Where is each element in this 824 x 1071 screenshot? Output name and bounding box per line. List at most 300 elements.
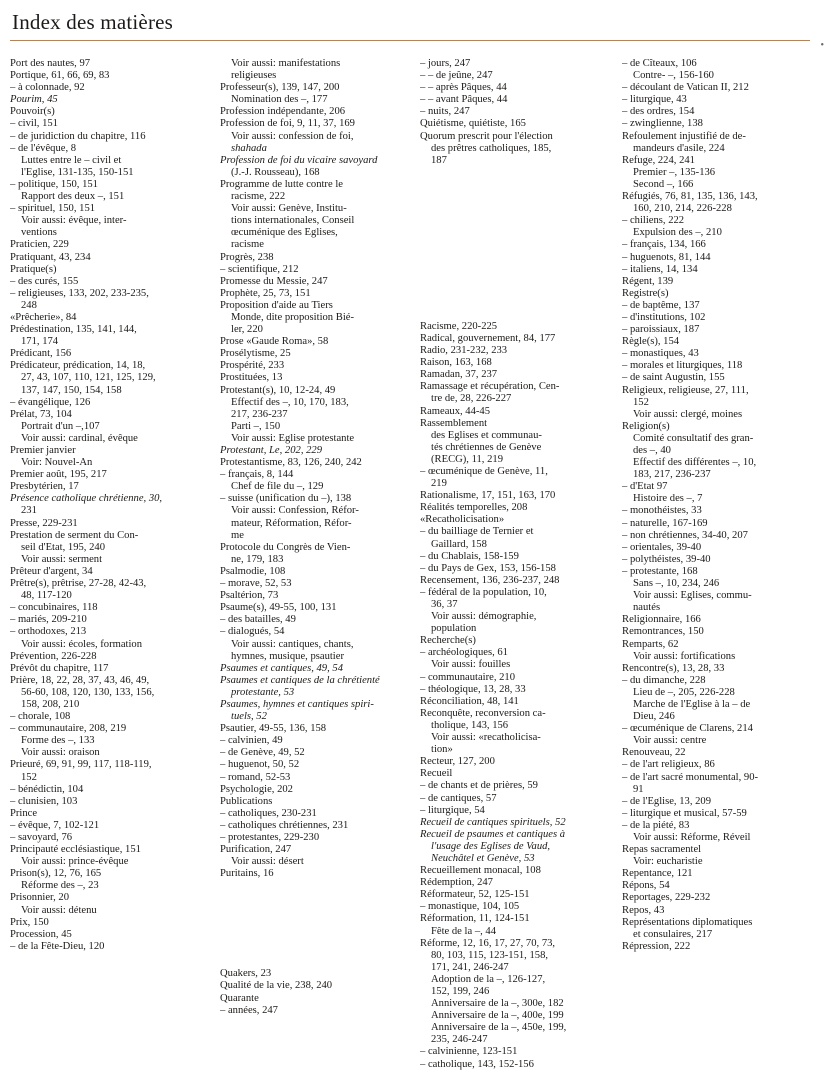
index-entry: Réforme des –, 23 [21, 880, 99, 892]
index-entry: Expulsion des –, 210 [633, 227, 722, 239]
index-entry: – politique, 150, 151 [10, 178, 98, 190]
index-entry: – huguenots, 81, 144 [622, 251, 711, 263]
index-entry: Recueil [420, 768, 453, 780]
index-entry: Profession indépendante, 206 [220, 106, 346, 118]
index-entry: Prévôt du chapitre, 117 [10, 662, 109, 674]
index-entry: Réfugiés, 76, 81, 135, 136, 143, [622, 191, 758, 203]
index-entry: – de cantiques, 57 [420, 792, 497, 804]
index-entry: Protestantisme, 83, 126, 240, 242 [220, 457, 362, 469]
index-entry: Prose «Gaude Roma», 58 [220, 336, 329, 348]
index-entry: Rapport des deux –, 151 [21, 191, 125, 203]
index-entry: – non chrétiennes, 34-40, 207 [622, 529, 748, 541]
index-entry: 171, 241, 246-247 [431, 961, 509, 973]
index-entry: ne, 179, 183 [231, 553, 284, 565]
index-entry: Régent, 139 [622, 275, 674, 287]
index-entry: – scientifique, 212 [220, 263, 299, 275]
index-entry: – du Chablais, 158-159 [420, 550, 519, 562]
index-entry: – de l'Eglise, 13, 209 [622, 795, 712, 807]
index-entry: Racisme, 220-225 [420, 320, 498, 332]
index-entry: Presse, 229-231 [10, 517, 78, 529]
index-entry: Contre- –, 156-160 [633, 70, 714, 82]
index-entry: Religion(s) [622, 420, 670, 432]
index-entry: – catholiques chrétiennes, 231 [220, 819, 349, 831]
index-entry: Rédemption, 247 [420, 877, 493, 889]
index-entry: Psychologie, 202 [220, 783, 293, 795]
index-entry: racisme [231, 239, 264, 251]
index-entry: – à colonnade, 92 [10, 82, 85, 94]
index-entry: Répons, 54 [622, 880, 670, 892]
index-entry: (J.-J. Rousseau), 168 [231, 166, 320, 178]
letter-section-gap [220, 880, 408, 968]
index-entry: – suisse (unification du –), 138 [220, 493, 352, 505]
index-entry: Prédicateur, prédication, 14, 18, [10, 360, 146, 372]
index-entry: – liturgique, 54 [420, 804, 485, 816]
index-entry: Professeur(s), 139, 147, 200 [220, 82, 340, 94]
index-entry: Registre(s) [622, 287, 669, 299]
index-entry: tre de, 28, 226-227 [431, 393, 512, 405]
index-entry: Protestant(s), 10, 12-24, 49 [220, 384, 336, 396]
edge-mark: • [820, 40, 824, 51]
index-entry: «Prêcherie», 84 [10, 311, 77, 323]
index-entry: 36, 37 [431, 599, 458, 610]
index-entry: Comité consultatif des gran- [633, 432, 754, 444]
index-entry: Prophète, 25, 73, 151 [220, 287, 311, 299]
index-entry: Quarante [220, 992, 259, 1004]
index-entry: l'Eglise, 131-135, 150-151 [21, 166, 134, 178]
index-entry: Prédestination, 135, 141, 144, [10, 324, 137, 336]
index-entry: ler, 220 [231, 324, 263, 336]
index-entry: Pourim, 45 [10, 94, 58, 106]
index-entry: Voir aussi: serment [21, 553, 103, 565]
index-entry: 137, 147, 150, 154, 158 [21, 384, 122, 396]
index-entry: – protestante, 168 [622, 565, 698, 577]
index-entry: Voir aussi: démographie, [431, 611, 537, 623]
index-entry: Psautier, 49-55, 136, 158 [220, 723, 327, 735]
index-entry: – clunisien, 103 [10, 795, 78, 807]
index-entry: Presbytérien, 17 [10, 481, 79, 493]
index-entry: Voir aussi: confession de foi, [231, 130, 354, 142]
page-title: Index des matières [12, 10, 174, 34]
index-entry: protestante, 53 [231, 686, 295, 698]
index-entry: Lieu de –, 205, 226-228 [633, 686, 735, 698]
index-entry: Monde, dite proposition Bié- [231, 311, 354, 323]
index-entry: Voir aussi: cardinal, évêque [21, 432, 138, 444]
index-entry: Réconciliation, 48, 141 [420, 695, 519, 707]
index-entry: Pratiquant, 43, 234 [10, 251, 91, 263]
index-entry: Psaumes et cantiques de la chrétienté [220, 674, 380, 686]
index-entry: Prélat, 73, 104 [10, 408, 72, 420]
index-entry: – de la piété, 83 [622, 819, 690, 831]
index-entry: – polythéistes, 39-40 [622, 553, 711, 565]
index-entry: Repos, 43 [622, 904, 665, 916]
index-entry: 152, 199, 246 [431, 986, 490, 997]
index-columns [10, 58, 818, 1070]
index-entry: Remontrances, 150 [622, 626, 704, 638]
index-entry: – – avant Pâques, 44 [420, 94, 508, 106]
index-column-3 [420, 58, 608, 1071]
index-entry: – français, 8, 144 [220, 469, 294, 481]
index-entry: Sans –, 10, 234, 246 [633, 578, 720, 590]
index-entry: 91 [633, 783, 644, 795]
index-entry: – zwinglienne, 138 [622, 118, 703, 130]
index-entry: Prêtre(s), prêtrise, 27-28, 42-43, [10, 578, 147, 590]
index-entry: Marche de l'Eglise à la – de [633, 698, 751, 710]
index-entry: Pratique(s) [10, 263, 57, 275]
index-entry: 219 [431, 478, 447, 490]
index-entry: Procession, 45 [10, 928, 72, 940]
index-entry: – d'institutions, 102 [622, 311, 706, 323]
index-entry: Prisonnier, 20 [10, 892, 70, 904]
index-column-1 [10, 58, 198, 953]
index-entry: – concubinaires, 118 [10, 602, 98, 614]
index-entry: Premier janvier [10, 445, 76, 456]
index-entry: – nuits, 247 [420, 106, 470, 118]
index-entry: Rencontre(s), 13, 28, 33 [622, 662, 725, 674]
index-entry: 152 [633, 396, 649, 408]
index-entry: Purification, 247 [220, 844, 292, 856]
index-entry: – bénédictin, 104 [10, 783, 84, 795]
index-entry: Portique, 61, 66, 69, 83 [10, 70, 110, 82]
index-entry: Répression, 222 [622, 940, 691, 952]
index-entry: Voir aussi: centre [633, 735, 707, 747]
index-entry: – monastique, 104, 105 [420, 901, 520, 913]
index-entry: nautés [633, 602, 661, 614]
index-entry: – protestantes, 229-230 [220, 832, 320, 843]
index-entry: Qualité de la vie, 238, 240 [220, 980, 333, 992]
index-entry: – du Pays de Gex, 153, 156-158 [420, 562, 556, 574]
index-entry: Réformateur, 52, 125-151 [420, 889, 530, 901]
index-entry: Prosélytisme, 25 [220, 348, 291, 360]
index-entry: Psaume(s), 49-55, 100, 131 [220, 602, 337, 614]
index-entry: Religieux, religieuse, 27, 111, [622, 384, 749, 396]
index-entry: – chiliens, 222 [622, 215, 685, 227]
index-entry: Voir aussi: fortifications [633, 650, 736, 662]
index-entry: – communautaire, 208, 219 [10, 723, 127, 735]
index-entry: Renouveau, 22 [622, 747, 686, 759]
index-entry: 231 [21, 505, 37, 517]
index-entry: Promesse du Messie, 247 [220, 275, 328, 287]
index-entry: l'usage des Eglises de Vaud, [431, 840, 551, 852]
index-entry: mateur, Réformation, Réfor- [231, 517, 352, 529]
index-entry: Pouvoir(s) [10, 106, 55, 118]
index-entry: – mariés, 209-210 [10, 614, 87, 626]
index-entry: Programme de lutte contre le [220, 178, 343, 190]
index-entry: – italiens, 14, 134 [622, 263, 698, 275]
index-entry: – chorale, 108 [10, 711, 71, 723]
index-entry: Fête de la –, 44 [431, 925, 497, 937]
index-entry: Réalités temporelles, 208 [420, 502, 528, 514]
index-entry: Gaillard, 158 [431, 538, 487, 550]
index-entry: Praticien, 229 [10, 239, 69, 251]
index-entry: Radical, gouvernement, 84, 177 [420, 332, 556, 344]
index-entry: – orientales, 39-40 [622, 541, 702, 553]
index-entry: – romand, 52-53 [220, 771, 291, 783]
index-entry: Portrait d'un –,107 [21, 420, 100, 432]
index-entry: – huguenot, 50, 52 [220, 759, 300, 771]
index-entry: Recueillement monacal, 108 [420, 865, 541, 877]
page-header [10, 8, 810, 41]
index-entry: – du dimanche, 228 [622, 674, 706, 686]
index-entry: Forme des –, 133 [21, 735, 95, 747]
index-entry: Voir aussi: fouilles [431, 659, 511, 671]
index-entry: Voir aussi: Eglise protestante [231, 432, 355, 444]
index-entry: des Eglises et communau- [431, 429, 542, 441]
index-entry: – calvinienne, 123-151 [420, 1046, 518, 1058]
index-entry: Présence catholique chrétienne, 30, [10, 493, 163, 505]
index-entry: Neuchâtel et Genève, 53 [431, 852, 535, 864]
index-entry: Voir aussi: «recatholicisa- [431, 732, 541, 744]
index-entry: – de juridiction du chapitre, 116 [10, 130, 146, 142]
index-entry: Prince [10, 807, 38, 819]
index-entry: religieuses [231, 70, 277, 82]
index-entry: Voir aussi: évêque, inter- [21, 215, 127, 227]
index-entry: Refuge, 224, 241 [622, 154, 695, 166]
index-entry: Proposition d'aide au Tiers [220, 299, 333, 311]
index-entry: 248 [21, 299, 37, 311]
index-entry: – évêque, 7, 102-121 [10, 819, 100, 831]
index-entry: Prière, 18, 22, 28, 37, 43, 46, 49, [10, 674, 150, 686]
index-entry: – œcuménique de Clarens, 214 [622, 723, 753, 735]
index-entry: Recueil de cantiques spirituels, 52 [420, 816, 566, 828]
index-entry: – liturgique et musical, 57-59 [622, 807, 747, 819]
index-entry: tion» [431, 744, 453, 756]
index-entry: – de l'évêque, 8 [10, 142, 77, 154]
index-entry: – religieuses, 133, 202, 233-235, [10, 287, 149, 299]
index-entry: 217, 236-237 [231, 408, 288, 420]
index-entry: tuels, 52 [231, 711, 267, 723]
index-entry: – catholiques, 230-231 [220, 807, 317, 819]
index-entry: – naturelle, 167-169 [622, 517, 708, 529]
index-entry: racisme, 222 [231, 191, 286, 203]
index-entry: Profession de foi du vicaire savoyard [220, 154, 378, 166]
index-entry: – catholique, 143, 152-156 [420, 1058, 534, 1070]
index-column-4 [622, 58, 810, 953]
index-entry: Recteur, 127, 200 [420, 756, 495, 768]
index-entry: – de Genève, 49, 52 [220, 747, 305, 759]
index-entry: Parti –, 150 [231, 420, 281, 432]
index-entry: – calvinien, 49 [220, 735, 283, 747]
index-entry: – de la Fête-Dieu, 120 [10, 940, 105, 952]
index-entry: Quakers, 23 [220, 968, 272, 980]
index-entry: Premier –, 135-136 [633, 166, 716, 178]
index-entry: – communautaire, 210 [420, 671, 516, 683]
index-entry: – français, 134, 166 [622, 239, 706, 251]
index-entry: Représentations diplomatiques [622, 916, 753, 928]
index-entry: Psaltérion, 73 [220, 590, 279, 602]
index-entry: Prison(s), 12, 76, 165 [10, 868, 102, 880]
index-entry: – spirituel, 150, 151 [10, 203, 96, 215]
index-entry: – de chants et de prières, 59 [420, 780, 538, 792]
index-entry: Voir: Nouvel-An [21, 457, 93, 469]
index-entry: 183, 217, 236-237 [633, 469, 711, 481]
index-entry: Publications [220, 795, 273, 807]
index-entry: shahada [231, 142, 267, 154]
index-entry: ventions [21, 227, 57, 239]
index-entry: – archéologiques, 61 [420, 647, 508, 659]
index-entry: – d'Etat 97 [622, 481, 668, 493]
index-entry: Voir aussi: cantiques, chants, [231, 638, 354, 650]
index-entry: Reportages, 229-232 [622, 892, 711, 904]
index-entry: œcuménique des Eglises, [231, 227, 338, 239]
index-entry: Anniversaire de la –, 300e, 182 [431, 998, 564, 1010]
index-entry: 171, 174 [21, 336, 59, 348]
index-entry: – de saint Augustin, 155 [622, 372, 725, 384]
index-entry: seil d'Etat, 195, 240 [21, 541, 105, 553]
index-entry: Radio, 231-232, 233 [420, 345, 508, 357]
index-entry: Voir aussi: manifestations [231, 58, 341, 69]
index-entry: – de l'art sacré monumental, 90- [622, 771, 759, 783]
index-entry: – évangélique, 126 [10, 396, 91, 408]
index-entry: – jours, 247 [420, 58, 471, 69]
index-entry: Refoulement injustifié de de- [622, 130, 746, 142]
index-entry: – – de jeûne, 247 [420, 70, 493, 82]
index-entry: – de l'art religieux, 86 [622, 759, 715, 771]
letter-section-gap [420, 167, 608, 321]
index-entry: – œcuménique de Genève, 11, [420, 465, 548, 477]
index-entry: 235, 246-247 [431, 1034, 488, 1046]
index-entry: (RECG), 11, 219 [431, 453, 503, 465]
index-entry: Voir aussi: désert [231, 856, 304, 868]
index-entry: Repentance, 121 [622, 868, 693, 880]
index-entry: Second –, 166 [633, 178, 694, 190]
index-entry: Remparts, 62 [622, 638, 679, 650]
index-entry: 48, 117-120 [21, 590, 72, 602]
index-entry: – des curés, 155 [10, 275, 79, 287]
index-entry: Prix, 150 [10, 916, 49, 928]
index-entry: Rameaux, 44-45 [420, 405, 491, 417]
index-entry: – du bailliage de Ternier et [420, 526, 534, 538]
index-entry: Voir aussi: Confession, Réfor- [231, 505, 359, 517]
index-entry: – monothéistes, 33 [622, 505, 702, 517]
index-entry: Prévention, 226-228 [10, 650, 97, 662]
index-entry: Recensement, 136, 236-237, 248 [420, 574, 560, 586]
index-entry: 56-60, 108, 120, 130, 133, 156, [21, 686, 155, 698]
index-entry: – morave, 52, 53 [220, 578, 292, 590]
index-entry: Rassemblement [420, 417, 488, 429]
index-entry: – des ordres, 154 [622, 106, 695, 118]
index-entry: Quiétisme, quiétiste, 165 [420, 118, 526, 130]
index-entry: tholique, 143, 156 [431, 719, 509, 731]
index-entry: 80, 103, 115, 123-151, 158, [431, 949, 549, 961]
index-entry: Voir aussi: écoles, formation [21, 638, 143, 650]
index-entry: Religionnaire, 166 [622, 614, 701, 626]
index-entry: hymnes, musique, psautier [231, 650, 344, 662]
index-entry: des –, 40 [633, 445, 671, 456]
index-entry: Règle(s), 154 [622, 336, 680, 348]
index-entry: – liturgique, 43 [622, 94, 687, 106]
index-entry: «Recatholicisation» [420, 514, 505, 526]
index-entry: Protestant, Le, 202, 229 [220, 445, 323, 456]
index-entry: 158, 208, 210 [21, 698, 80, 710]
index-entry: Ramassage et récupération, Cen- [420, 381, 560, 393]
index-column-2 [220, 58, 408, 1017]
index-entry: – civil, 151 [10, 118, 58, 130]
index-entry: Puritains, 16 [220, 868, 274, 880]
index-entry: – dialogués, 54 [220, 626, 285, 638]
index-entry: Chef de file du –, 129 [231, 481, 324, 493]
index-entry: me [231, 529, 244, 541]
index-entry: – savoyard, 76 [10, 832, 73, 843]
index-entry: Voir aussi: Eglises, commu- [633, 590, 752, 602]
index-entry: tions internationales, Conseil [231, 215, 355, 227]
index-entry: – découlant de Vatican II, 212 [622, 82, 749, 94]
index-entry: Prieuré, 69, 91, 99, 117, 118-119, [10, 759, 152, 771]
index-entry: – fédéral de la population, 10, [420, 586, 547, 598]
index-entry: Prêteur d'argent, 34 [10, 565, 93, 577]
index-entry: Voir aussi: Genève, Institu- [231, 203, 347, 215]
index-entry: Psaumes et cantiques, 49, 54 [220, 662, 343, 674]
index-entry: Effectif des –, 10, 170, 183, [231, 396, 349, 408]
index-entry: Voir aussi: oraison [21, 747, 100, 759]
index-entry: 160, 210, 214, 226-228 [633, 203, 732, 215]
index-entry: Anniversaire de la –, 400e, 199 [431, 1010, 564, 1022]
index-entry: Prestation de serment du Con- [10, 529, 139, 541]
index-entry: mandeurs d'asile, 224 [633, 142, 725, 154]
index-entry: Recherche(s) [420, 635, 476, 647]
index-entry: Profession de foi, 9, 11, 37, 169 [220, 118, 355, 130]
index-entry: – des batailles, 49 [220, 614, 296, 626]
index-entry: Prédicant, 156 [10, 348, 72, 360]
index-entry: Premier août, 195, 217 [10, 469, 107, 481]
index-entry: Voir aussi: détenu [21, 904, 97, 916]
index-entry: Voir aussi: prince-évêque [21, 856, 129, 868]
index-entry: Voir aussi: Réforme, Réveil [633, 832, 751, 843]
index-entry: 152 [21, 771, 37, 783]
index-entry: Prospérité, 233 [220, 360, 285, 372]
index-entry: – – après Pâques, 44 [420, 82, 507, 94]
index-entry: et consulaires, 217 [633, 928, 713, 940]
index-entry: – paroissiaux, 187 [622, 324, 700, 336]
index-entry: Histoire des –, 7 [633, 493, 703, 505]
index-entry: Quorum prescrit pour l'élection [420, 130, 553, 142]
index-entry: Protocole du Congrès de Vien- [220, 541, 351, 553]
index-entry: Réforme, 12, 16, 17, 27, 70, 73, [420, 937, 556, 949]
index-entry: Reconquête, reconversion ca- [420, 707, 546, 719]
index-entry: Voir aussi: clergé, moines [633, 408, 743, 420]
index-entry: Port des nautes, 97 [10, 58, 91, 69]
index-entry: – monastiques, 43 [622, 348, 699, 360]
index-entry: – théologique, 13, 28, 33 [420, 683, 526, 695]
index-entry: – orthodoxes, 213 [10, 626, 87, 638]
index-entry: Principauté ecclésiastique, 151 [10, 844, 141, 856]
index-entry: tés chrétiennes de Genève [431, 441, 542, 453]
index-entry: 27, 43, 107, 110, 121, 125, 129, [21, 372, 156, 384]
index-entry: Dieu, 246 [633, 711, 675, 723]
index-entry: Psaumes, hymnes et cantiques spiri- [220, 698, 374, 710]
index-entry: Adoption de la –, 126-127, [431, 973, 546, 985]
index-entry: des prêtres catholiques, 185, [431, 142, 552, 154]
index-entry: Prostituées, 13 [220, 372, 283, 384]
index-entry: Voir: eucharistie [633, 856, 703, 868]
index-entry: Anniversaire de la –, 450e, 199, [431, 1022, 567, 1034]
index-entry: Raison, 163, 168 [420, 357, 492, 369]
index-entry: 187 [431, 154, 447, 166]
index-entry: – de Cîteaux, 106 [622, 58, 697, 69]
index-entry: Repas sacramentel [622, 844, 702, 856]
index-entry: Luttes entre le – civil et [21, 154, 122, 166]
index-entry: population [431, 623, 477, 635]
index-entry: Nomination des –, 177 [231, 94, 328, 106]
index-entry: Recueil de psaumes et cantiques à [420, 828, 566, 840]
index-entry: Effectif des différentes –, 10, [633, 457, 757, 469]
index-entry: Réformation, 11, 124-151 [420, 913, 530, 925]
index-entry: Ramadan, 37, 237 [420, 369, 498, 381]
index-entry: Psalmodie, 108 [220, 565, 286, 577]
index-entry: – années, 247 [220, 1004, 278, 1016]
index-entry: Rationalisme, 17, 151, 163, 170 [420, 490, 556, 502]
index-entry: Progrès, 238 [220, 251, 274, 263]
index-entry: – de baptême, 137 [622, 299, 700, 311]
